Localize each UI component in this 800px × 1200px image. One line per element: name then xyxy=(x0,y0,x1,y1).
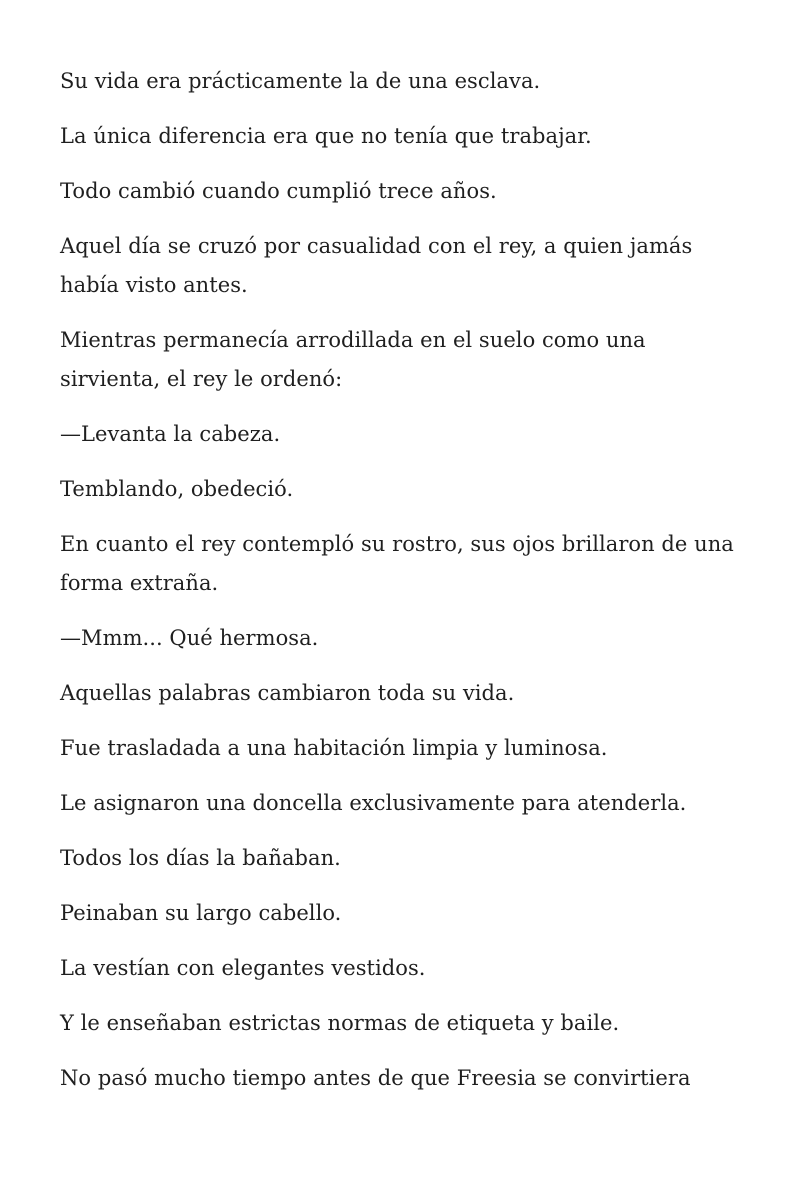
paragraph: Le asignaron una doncella exclusivamente para atenderla. xyxy=(60,791,687,815)
paragraph: Fue trasladada a una habitación limpia y luminosa. xyxy=(60,736,608,760)
paragraph: La vestían con elegantes vestidos. xyxy=(60,956,426,980)
paragraph: Y le enseñaban estrictas normas de etiqueta y baile. xyxy=(60,1011,620,1035)
paragraph: —Levanta la cabeza. xyxy=(60,422,281,446)
paragraph: Todos los días la bañaban. xyxy=(60,846,341,870)
paragraph: Su vida era prácticamente la de una esclava. xyxy=(60,69,541,93)
paragraph: Aquellas palabras cambiaron toda su vida. xyxy=(60,681,515,705)
paragraph: —Mmm... Qué hermosa. xyxy=(60,626,319,650)
paragraph: Aquel día se cruzó por casualidad con el rey, a quien jamás había visto antes. xyxy=(60,234,693,297)
paragraph: Peinaban su largo cabello. xyxy=(60,901,342,925)
paragraph: La única diferencia era que no tenía que trabajar. xyxy=(60,124,592,148)
paragraph: Temblando, obedeció. xyxy=(60,477,294,501)
reading-page xyxy=(60,62,740,1114)
paragraph: Todo cambió cuando cumplió trece años. xyxy=(60,179,497,203)
paragraph: En cuanto el rey contempló su rostro, sus ojos brillaron de una forma extraña. xyxy=(60,532,734,595)
paragraph: No pasó mucho tiempo antes de que Freesia se convirtiera xyxy=(60,1066,691,1090)
paragraph: Mientras permanecía arrodillada en el suelo como una sirvienta, el rey le ordenó: xyxy=(60,328,646,391)
